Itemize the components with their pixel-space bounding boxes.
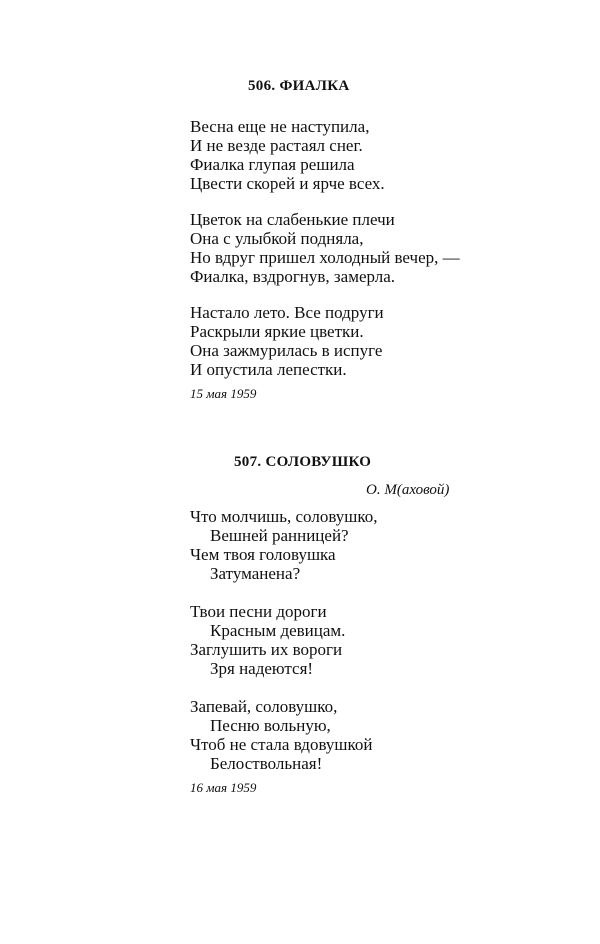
- verse-line: Вешней ранницей?: [210, 526, 349, 545]
- verse-line: Она зажмурилась в испуге: [190, 341, 383, 360]
- verse-line: Но вдруг пришел холодный вечер, —: [190, 248, 460, 267]
- verse-line: Заглушить их вороги: [190, 640, 343, 659]
- stanza: [190, 117, 385, 193]
- verse-line: Цветок на слабенькие плечи: [190, 210, 395, 229]
- verse-line: Красным девицам.: [210, 621, 346, 640]
- verse-line: Весна еще не наступила,: [190, 117, 370, 136]
- verse-line: Цвести скорей и ярче всех.: [190, 174, 385, 193]
- verse-line: Песню вольную,: [210, 716, 331, 735]
- stanza: [190, 210, 460, 286]
- verse-line: Раскрыли яркие цветки.: [190, 322, 364, 341]
- poem-date: 16 мая 1959: [190, 780, 257, 795]
- stanza: [190, 602, 345, 678]
- verse-line: Что молчишь, соловушко,: [190, 507, 378, 526]
- verse-line: И не везде растаял снег.: [190, 136, 363, 155]
- poem-dedication: О. М(аховой): [366, 482, 450, 498]
- verse-line: Чем твоя головушка: [190, 545, 336, 564]
- verse-line: Запевай, соловушко,: [190, 697, 338, 716]
- poem-title: 507. СОЛОВУШКО: [234, 454, 372, 470]
- poem-date: 15 мая 1959: [190, 386, 257, 401]
- verse-line: Она с улыбкой подняла,: [190, 229, 364, 248]
- verse-line: Зря надеются!: [210, 659, 314, 678]
- verse-line: И опустила лепестки.: [190, 360, 347, 379]
- poem-title: 506. ФИАЛКА: [248, 78, 350, 94]
- verse-line: Затуманена?: [210, 564, 301, 583]
- verse-line: Фиалка, вздрогнув, замерла.: [190, 267, 396, 286]
- verse-line: Фиалка глупая решила: [190, 155, 355, 174]
- stanza: [190, 507, 378, 583]
- stanza: [190, 697, 372, 773]
- verse-line: Твои песни дороги: [190, 602, 327, 621]
- verse-line: Белоствольная!: [210, 754, 323, 773]
- stanza: [190, 303, 384, 379]
- verse-line: Настало лето. Все подруги: [190, 303, 384, 322]
- verse-line: Чтоб не стала вдовушкой: [190, 735, 373, 754]
